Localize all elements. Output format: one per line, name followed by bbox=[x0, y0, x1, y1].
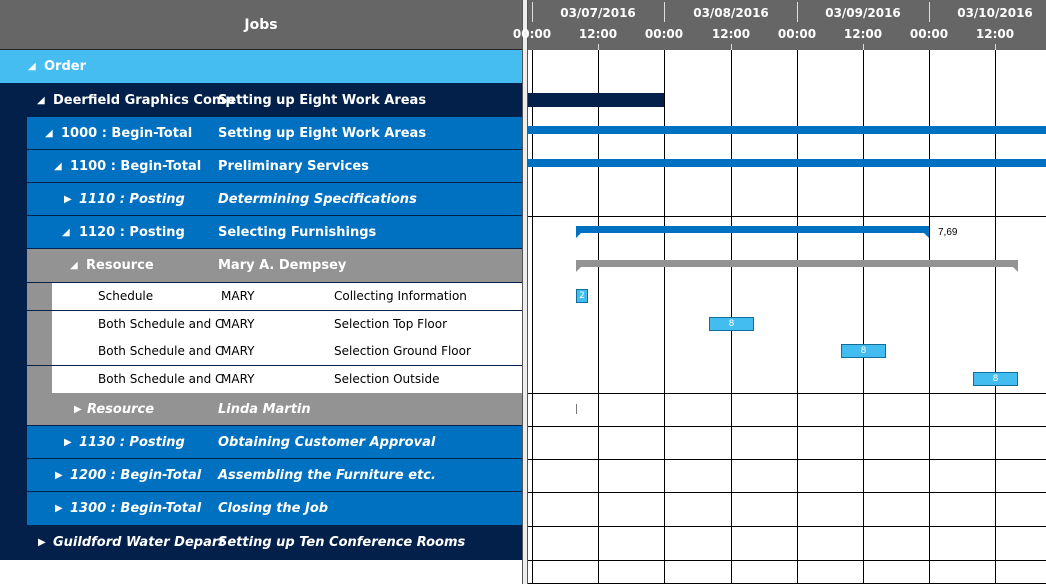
jobs-header: Jobs bbox=[0, 0, 522, 50]
date-label: 03/09/2016 bbox=[825, 6, 901, 20]
empty-area bbox=[0, 560, 522, 584]
hour-label: 00:00 bbox=[512, 27, 552, 41]
expand-icon[interactable]: ▶ bbox=[64, 437, 72, 448]
row-label: Order bbox=[44, 59, 86, 74]
tree-row-guildford[interactable] bbox=[0, 526, 522, 560]
detail-type: Both Schedule and C bbox=[98, 344, 224, 358]
tree-row-1200[interactable] bbox=[27, 459, 522, 492]
gantt-bar-1100[interactable] bbox=[528, 159, 1046, 167]
gantt-marker-linda bbox=[576, 404, 577, 414]
tree-row-1100[interactable] bbox=[27, 150, 522, 183]
row-description: Linda Martin bbox=[218, 402, 311, 417]
row-description: Preliminary Services bbox=[218, 159, 369, 174]
detail-task: Selection Top Floor bbox=[334, 317, 448, 331]
date-label: 03/07/2016 bbox=[560, 6, 636, 20]
tree-row-1110[interactable] bbox=[27, 183, 522, 216]
collapse-icon[interactable]: ◢ bbox=[28, 61, 36, 72]
hour-label: 12:00 bbox=[578, 27, 618, 41]
detail-type: Schedule bbox=[98, 289, 154, 303]
row-label: 1200 : Begin-Total bbox=[70, 468, 202, 483]
detail-row[interactable] bbox=[27, 311, 522, 339]
detail-row[interactable] bbox=[27, 338, 522, 366]
detail-type: Both Schedule and C bbox=[98, 317, 224, 331]
tree-row-1120[interactable] bbox=[27, 216, 522, 249]
hour-label: 12:00 bbox=[711, 27, 751, 41]
row-label: 1300 : Begin-Total bbox=[70, 501, 202, 516]
jobs-tree-panel bbox=[0, 0, 522, 584]
detail-type: Both Schedule and C bbox=[98, 372, 224, 386]
expand-icon[interactable]: ▶ bbox=[55, 470, 63, 481]
row-description: Obtaining Customer Approval bbox=[218, 435, 436, 450]
row-label: Guildford Water Depart bbox=[53, 535, 225, 550]
row-description: Setting up Eight Work Areas bbox=[218, 126, 427, 141]
expand-icon[interactable]: ▶ bbox=[55, 503, 63, 514]
row-label: Resource bbox=[87, 402, 155, 417]
hour-label: 00:00 bbox=[777, 27, 817, 41]
row-description: Closing the Job bbox=[218, 501, 329, 516]
detail-row[interactable] bbox=[27, 366, 522, 394]
detail-resource: MARY bbox=[221, 344, 255, 358]
row-description: Determining Specifications bbox=[218, 192, 417, 207]
row-description: Assembling the Furniture etc. bbox=[218, 468, 436, 483]
detail-resource: MARY bbox=[221, 289, 255, 303]
row-label: 1130 : Posting bbox=[79, 435, 185, 450]
date-label: 03/08/2016 bbox=[693, 6, 769, 20]
row-description: Setting up Ten Conference Rooms bbox=[218, 535, 466, 550]
tree-row-1300[interactable] bbox=[27, 492, 522, 526]
summary-value-label: 7,69 bbox=[938, 227, 958, 238]
tree-row-resource-mary[interactable] bbox=[27, 249, 522, 283]
gantt-task-bar[interactable]: 8 bbox=[709, 317, 754, 331]
hour-label: 00:00 bbox=[909, 27, 949, 41]
hour-label: 12:00 bbox=[843, 27, 883, 41]
tree-row-1000[interactable] bbox=[27, 117, 522, 150]
tree-row-deerfield[interactable] bbox=[0, 84, 522, 117]
detail-task: Selection Outside bbox=[334, 372, 440, 386]
collapse-icon[interactable]: ◢ bbox=[37, 95, 45, 106]
gantt-task-bar[interactable]: 8 bbox=[841, 344, 886, 358]
expand-icon[interactable]: ▶ bbox=[64, 194, 72, 205]
row-label: 1110 : Posting bbox=[79, 192, 185, 207]
detail-row[interactable] bbox=[27, 283, 522, 311]
row-label: Deerfield Graphics Comp bbox=[53, 93, 235, 108]
tree-row-order[interactable] bbox=[0, 50, 522, 84]
row-label: 1000 : Begin-Total bbox=[61, 126, 193, 141]
date-label: 03/10/2016 bbox=[957, 6, 1033, 20]
collapse-icon[interactable]: ◢ bbox=[70, 260, 78, 271]
row-description: Setting up Eight Work Areas bbox=[218, 93, 427, 108]
tree-row-resource-linda[interactable] bbox=[27, 393, 522, 426]
timeline-header bbox=[512, 0, 1046, 50]
hour-label: 00:00 bbox=[644, 27, 684, 41]
detail-task: Selection Ground Floor bbox=[334, 344, 471, 358]
collapse-icon[interactable]: ◢ bbox=[45, 128, 53, 139]
gantt-summary-resource[interactable] bbox=[576, 260, 1018, 267]
hour-label: 12:00 bbox=[975, 27, 1015, 41]
row-label: 1100 : Begin-Total bbox=[70, 159, 202, 174]
gantt-bar-1000[interactable] bbox=[528, 126, 1046, 134]
tree-row-1130[interactable] bbox=[27, 426, 522, 459]
detail-resource: MARY bbox=[221, 317, 255, 331]
detail-task: Collecting Information bbox=[334, 289, 467, 303]
expand-icon[interactable]: ▶ bbox=[74, 404, 82, 415]
gantt-summary-1120[interactable] bbox=[576, 226, 929, 233]
gantt-task-bar[interactable]: 2 bbox=[576, 289, 588, 303]
collapse-icon[interactable]: ◢ bbox=[62, 227, 70, 238]
detail-resource: MARY bbox=[221, 372, 255, 386]
row-label: Resource bbox=[86, 258, 154, 273]
gantt-task-bar[interactable]: 8 bbox=[973, 372, 1018, 386]
row-label: 1120 : Posting bbox=[79, 225, 185, 240]
gantt-bar-deerfield[interactable] bbox=[528, 93, 664, 107]
expand-icon[interactable]: ▶ bbox=[38, 537, 46, 548]
row-description: Mary A. Dempsey bbox=[218, 258, 347, 273]
gantt-chart bbox=[512, 0, 1046, 584]
collapse-icon[interactable]: ◢ bbox=[54, 161, 62, 172]
row-description: Selecting Furnishings bbox=[218, 225, 377, 240]
